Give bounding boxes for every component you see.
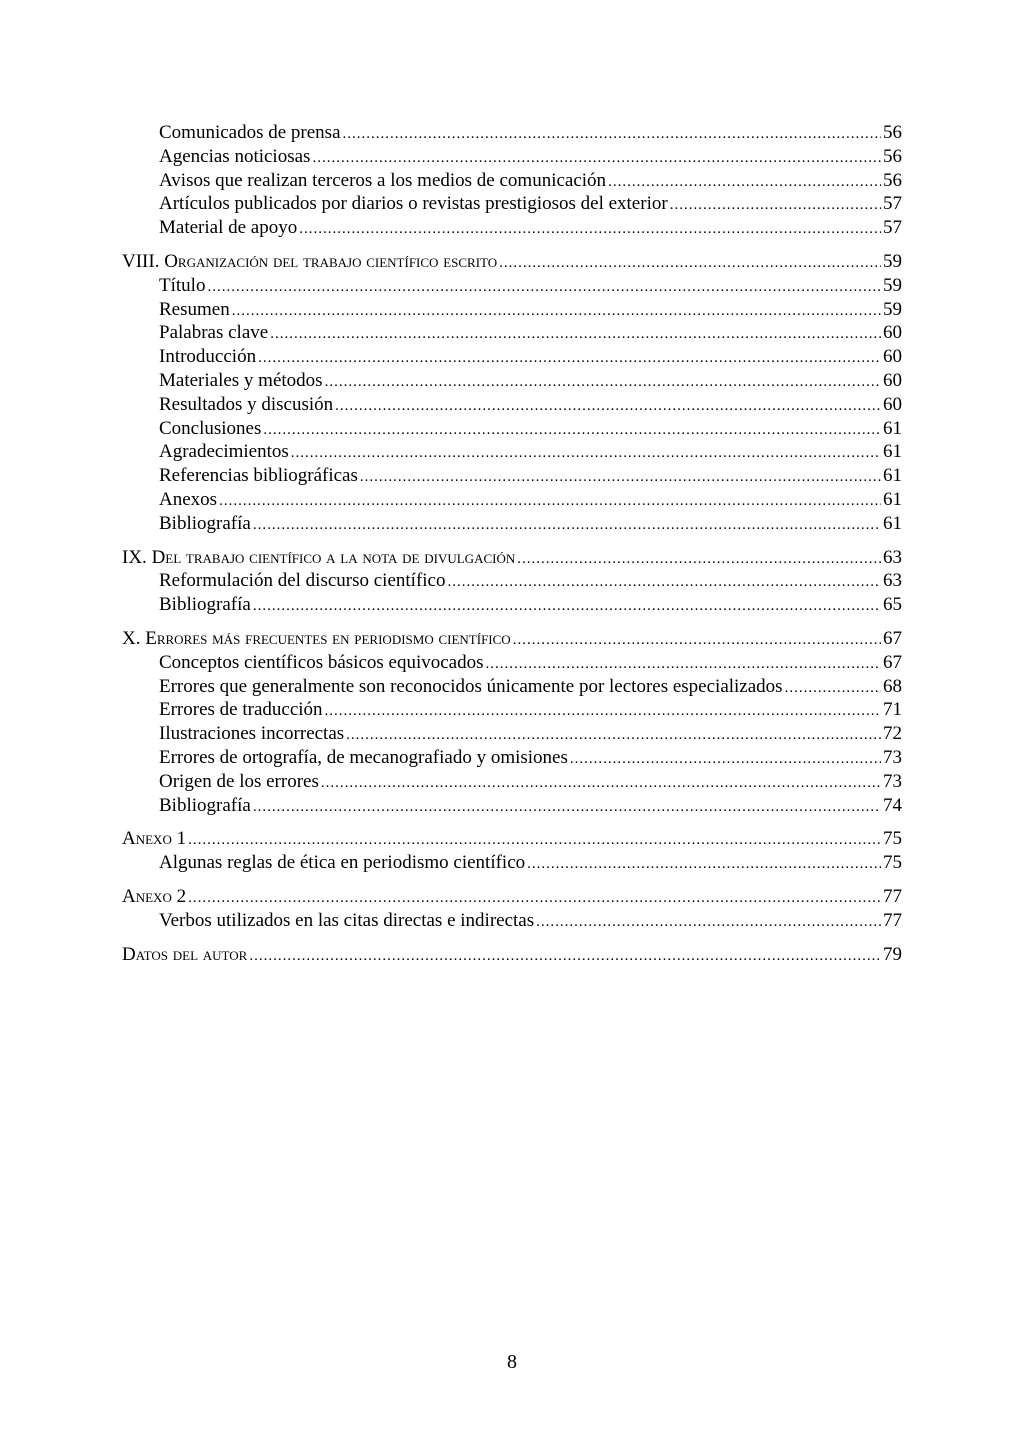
toc-entry-label: Conclusiones xyxy=(159,417,262,439)
toc-page-number: 60 xyxy=(883,393,902,415)
toc-entry-title xyxy=(159,274,205,298)
toc-section-entry xyxy=(122,651,902,675)
toc-entry-label: Reformulación del discurso científico xyxy=(159,570,446,592)
toc-page-number: 59 xyxy=(883,250,902,272)
toc-entry-label: Palabras clave xyxy=(159,322,269,344)
toc-entry-title xyxy=(159,909,534,933)
toc-chapter-entry xyxy=(122,885,902,909)
toc-page-number: 60 xyxy=(883,346,902,368)
toc-section-entry xyxy=(122,512,902,536)
toc-section-entry xyxy=(122,216,902,240)
dot-leader xyxy=(513,629,881,653)
toc-entry-label: Artículos publicados por diarios o revistas prestigiosos del exterior xyxy=(159,193,668,215)
toc-page-number: 77 xyxy=(883,909,902,931)
toc-section-entry xyxy=(122,593,902,617)
toc-entry-label: Bibliografía xyxy=(159,794,251,816)
toc-chapter-entry xyxy=(122,627,902,651)
toc-entry-title xyxy=(159,569,446,593)
toc-entry-label: Conceptos científicos básicos equivocados xyxy=(159,651,484,673)
toc-entry-title xyxy=(159,298,230,322)
dot-leader xyxy=(570,748,881,772)
dot-leader xyxy=(258,347,881,371)
dot-leader xyxy=(253,514,881,538)
toc-entry-label: Verbos utilizados en las citas directas e indirectas xyxy=(159,909,535,931)
toc-entry-label: Ilustraciones incorrectas xyxy=(159,723,345,745)
toc-page-number: 77 xyxy=(883,885,902,907)
dot-leader xyxy=(499,252,881,276)
toc-section-entry xyxy=(122,145,902,169)
dot-leader xyxy=(219,490,881,514)
toc-entry-label: Errores de ortografía, de mecanografiado y omisiones xyxy=(159,746,568,768)
toc-chapter-number: X. xyxy=(122,627,146,649)
toc-page-number: 65 xyxy=(883,594,902,616)
toc-entry-label: Origen de los errores xyxy=(159,770,319,792)
toc-page-number: 59 xyxy=(883,274,902,296)
dot-leader xyxy=(346,724,881,748)
toc-page-number: 61 xyxy=(883,417,902,439)
toc-entry-title xyxy=(159,675,783,699)
toc-chapter-entry xyxy=(122,546,902,570)
dot-leader xyxy=(785,677,881,701)
toc-entry-title xyxy=(159,417,261,441)
toc-entry-label: Errores más frecuentes en periodismo científico xyxy=(145,627,511,649)
dot-leader xyxy=(253,595,881,619)
toc-entry-label: Avisos que realizan terceros a los medios de comunicación xyxy=(159,169,607,191)
dot-leader xyxy=(232,300,881,324)
dot-leader xyxy=(325,700,881,724)
toc-page-number: 73 xyxy=(883,746,902,768)
toc-entry-title xyxy=(159,121,341,145)
toc-entry-title xyxy=(159,722,344,746)
dot-leader xyxy=(321,772,881,796)
dot-leader xyxy=(299,218,881,242)
toc-entry-label: Errores de traducción xyxy=(159,699,323,721)
toc-section-entry xyxy=(122,722,902,746)
toc-page-number: 61 xyxy=(883,488,902,510)
toc-section-entry xyxy=(122,794,902,818)
dot-leader xyxy=(249,945,881,969)
toc-entry-label: Comunicados de prensa xyxy=(159,122,341,143)
toc-section-entry xyxy=(122,488,902,512)
toc-page-number: 79 xyxy=(883,943,902,965)
toc-entry-title xyxy=(159,440,289,464)
toc-entry-title xyxy=(159,464,358,488)
toc-page-number: 63 xyxy=(883,570,902,592)
dot-leader xyxy=(335,395,881,419)
toc-section-entry xyxy=(122,169,902,193)
toc-entry-label: Anexos xyxy=(159,488,218,510)
toc-section-entry xyxy=(122,698,902,722)
toc-section-entry xyxy=(122,851,902,875)
toc-entry-title xyxy=(159,321,268,345)
toc-page-number: 63 xyxy=(883,546,902,568)
toc-entry-title xyxy=(159,770,319,794)
toc-entry-title xyxy=(122,885,186,909)
toc-entry-title xyxy=(159,393,333,417)
toc-chapter-number: IX. xyxy=(122,546,152,568)
toc-entry-title xyxy=(122,627,511,651)
toc-page-number: 61 xyxy=(883,512,902,534)
toc-entry-title xyxy=(159,192,668,216)
dot-leader xyxy=(207,276,881,300)
toc-page-number: 61 xyxy=(883,465,902,487)
dot-leader xyxy=(527,853,881,877)
page-number: 8 xyxy=(507,1351,517,1373)
toc-page-number: 75 xyxy=(883,852,902,874)
toc-entry-title xyxy=(159,746,568,770)
dot-leader xyxy=(670,194,881,218)
toc-entry-title xyxy=(122,943,247,967)
toc-entry-title xyxy=(122,827,186,851)
toc-entry-title xyxy=(122,546,515,570)
toc-entry-title xyxy=(159,698,323,722)
toc-entry-label: Agradecimientos xyxy=(159,441,289,463)
toc-entry-title xyxy=(159,169,606,193)
toc-entry-title xyxy=(159,651,484,675)
toc-entry-title xyxy=(159,145,310,169)
toc-section-entry xyxy=(122,675,902,699)
toc-chapter-entry xyxy=(122,827,902,851)
dot-leader xyxy=(263,419,881,443)
toc-page-number: 56 xyxy=(883,169,902,191)
dot-leader xyxy=(291,442,881,466)
toc-entry-label: Título xyxy=(159,274,206,296)
toc-entry-title xyxy=(159,345,256,369)
dot-leader xyxy=(448,571,882,595)
toc-section-entry xyxy=(122,298,902,322)
toc-section-entry xyxy=(122,746,902,770)
toc-page-number: 68 xyxy=(883,675,902,697)
toc-entry-title xyxy=(159,851,525,875)
toc-entry-label: Referencias bibliográficas xyxy=(159,465,358,487)
toc-entry-label: Bibliografía xyxy=(159,594,251,616)
toc-section-entry xyxy=(122,369,902,393)
toc-entry-title xyxy=(159,794,251,818)
toc-section-entry xyxy=(122,121,902,145)
toc-page-number: 74 xyxy=(883,794,902,816)
toc-page-number: 60 xyxy=(883,322,902,344)
toc-entry-label: Introducción xyxy=(159,346,257,368)
dot-leader xyxy=(517,548,881,572)
toc-section-entry xyxy=(122,440,902,464)
toc-page-number: 75 xyxy=(883,828,902,850)
toc-section-entry xyxy=(122,770,902,794)
toc-page-number: 73 xyxy=(883,770,902,792)
toc-page-number: 57 xyxy=(883,217,902,239)
table-of-contents xyxy=(122,121,902,966)
toc-page-number: 60 xyxy=(883,369,902,391)
toc-section-entry xyxy=(122,321,902,345)
toc-entry-title xyxy=(122,250,497,274)
dot-leader xyxy=(343,123,881,147)
toc-entry-label: Material de apoyo xyxy=(159,217,298,239)
toc-entry-title xyxy=(159,369,323,393)
toc-entry-title xyxy=(159,512,251,536)
toc-entry-label: Resultados y discusión xyxy=(159,393,334,415)
toc-page-number: 67 xyxy=(883,627,902,649)
toc-section-entry xyxy=(122,417,902,441)
toc-chapter-entry xyxy=(122,943,902,967)
toc-entry-label: Anexo 2 xyxy=(122,885,187,907)
toc-page-number: 57 xyxy=(883,193,902,215)
toc-entry-label: Bibliografía xyxy=(159,512,251,534)
toc-entry-label: Materiales y métodos xyxy=(159,369,323,391)
dot-leader xyxy=(360,466,881,490)
toc-entry-label: Anexo 1 xyxy=(122,828,187,850)
toc-entry-title xyxy=(159,593,251,617)
toc-section-entry xyxy=(122,274,902,298)
dot-leader xyxy=(325,371,881,395)
toc-entry-label: Datos del autor xyxy=(122,943,248,965)
toc-section-entry xyxy=(122,393,902,417)
toc-chapter-number: VIII. xyxy=(122,250,165,272)
toc-page-number: 67 xyxy=(883,651,902,673)
toc-page-number: 56 xyxy=(883,145,902,167)
toc-entry-label: Algunas reglas de ética en periodismo científico xyxy=(159,852,526,874)
dot-leader xyxy=(188,887,881,911)
toc-page-number: 59 xyxy=(883,298,902,320)
toc-page-number: 61 xyxy=(883,441,902,463)
dot-leader xyxy=(270,323,881,347)
toc-page-number: 56 xyxy=(883,122,902,143)
dot-leader xyxy=(486,653,881,677)
toc-entry-label: Del trabajo científico a la nota de divulgación xyxy=(151,546,516,568)
toc-section-entry xyxy=(122,345,902,369)
dot-leader xyxy=(608,171,881,195)
toc-section-entry xyxy=(122,909,902,933)
toc-chapter-entry xyxy=(122,250,902,274)
dot-leader xyxy=(312,147,881,171)
toc-section-entry xyxy=(122,192,902,216)
toc-section-entry xyxy=(122,569,902,593)
dot-leader xyxy=(253,796,881,820)
toc-page-number: 71 xyxy=(883,699,902,721)
toc-entry-label: Organización del trabajo científico escrito xyxy=(164,250,498,272)
toc-entry-title xyxy=(159,488,217,512)
toc-entry-label: Agencias noticiosas xyxy=(159,145,311,167)
toc-entry-label: Resumen xyxy=(159,298,230,320)
toc-page-number: 72 xyxy=(883,723,902,745)
dot-leader xyxy=(188,829,881,853)
toc-section-entry xyxy=(122,464,902,488)
toc-entry-title xyxy=(159,216,297,240)
toc-entry-label: Errores que generalmente son reconocidos únicamente por lectores especializados xyxy=(159,675,783,697)
dot-leader xyxy=(536,911,881,935)
